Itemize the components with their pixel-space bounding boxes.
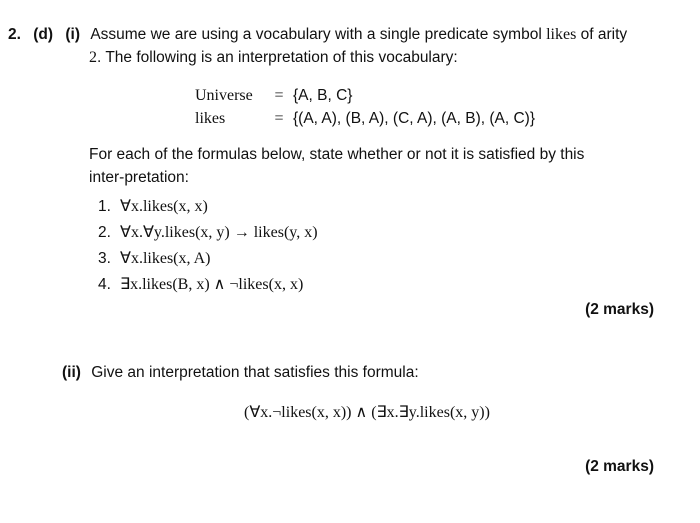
predicate-name: likes: [546, 26, 577, 43]
marks-i: (2 marks): [585, 301, 654, 318]
formula-text: ∀x.likes(x, A): [120, 250, 211, 267]
universe-label: Universe: [195, 87, 253, 104]
intro-text-2: . The following is an interpretation of this vocabulary:: [97, 49, 458, 66]
formula-text: ∃x.likes(B, x) ∧ ¬likes(x, x): [120, 276, 304, 293]
equals-sign: =: [274, 110, 284, 127]
part-label: (d): [33, 26, 54, 43]
likes-value: {(A, A), (B, A), (C, A), (A, B), (A, C)}: [293, 110, 536, 127]
formula-item: [98, 274, 303, 294]
intro-text: Assume we are using a vocabulary with a single predicate symbol: [90, 26, 542, 43]
arity-value: 2: [89, 49, 97, 66]
likes-label: likes: [195, 110, 226, 127]
formula-number: 4.: [98, 276, 111, 293]
universe-row: [195, 87, 352, 105]
question-number: 2.: [8, 26, 21, 43]
formula-text: ∀x.∀y.likes(x, y) → likes(y, x): [120, 224, 318, 241]
subpart-ii-line: [62, 364, 419, 382]
formula-item: [98, 222, 318, 242]
subpart-i-label: (i): [65, 26, 80, 43]
marks-ii: (2 marks): [585, 458, 654, 475]
formula-text: ∀x.likes(x, x): [120, 198, 208, 215]
formula-item: [98, 196, 208, 216]
formula-number: 2.: [98, 224, 111, 241]
instruction-line-1: For each of the formulas below, state whether or not it is satisfied by this: [89, 146, 585, 163]
intro-line-2: [89, 49, 458, 67]
equals-sign: =: [274, 87, 284, 104]
formula-number: 3.: [98, 250, 111, 267]
universe-value: {A, B, C}: [293, 87, 353, 104]
formula-number: 1.: [98, 198, 111, 215]
likes-row: [195, 110, 535, 128]
subpart-ii-text: Give an interpretation that satisfies this formula:: [91, 364, 419, 381]
instruction-line-2: inter-pretation:: [89, 169, 189, 186]
subpart-ii-label: (ii): [62, 364, 81, 381]
intro-text-end: of arity: [580, 26, 628, 43]
ii-formula: (∀x.¬likes(x, x)) ∧ (∃x.∃y.likes(x, y)): [244, 404, 490, 421]
question-heading-line: [8, 26, 627, 44]
formula-item: [98, 248, 211, 268]
